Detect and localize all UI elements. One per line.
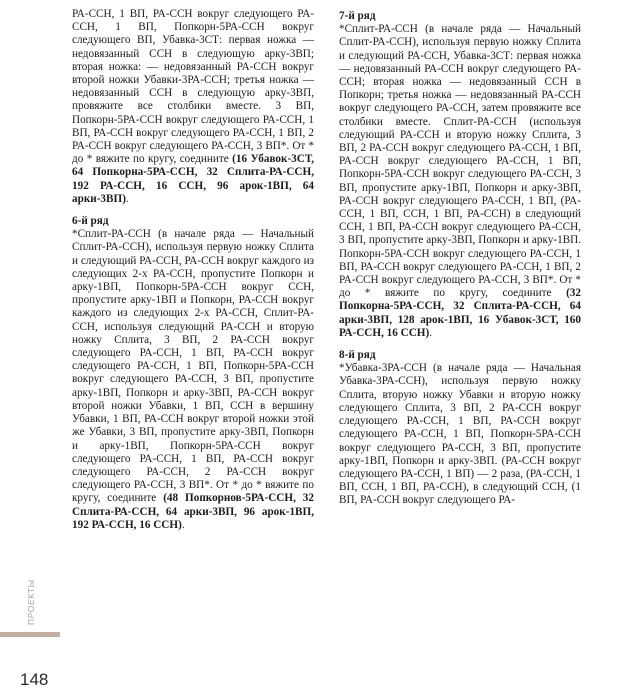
continued-summary: (16 Убавок-3СТ, 64 Попкорна-5РА-ССН, 32 Сплита-РА-ССН, 192 РА-ССН, 16 ССН, 96 арок-1ВП, 64 арки-3ВП) [72,153,314,205]
row-7-body: *Сплит-РА-ССН (в начале ряда — Начальный Сплит-РА-ССН), используя первую ножку Сплита и следующий РА-ССН, Убавка-3СТ: первая ножка — недовязанный РА-ССН вокруг следующего РА-ССН; вторая ножка — недовязанный ССН в Попкорн; третья ножка — недовязанный РА-ССН вокруг следующего РА-ССН, затем провяжите все столбики вместе. Сплит-РА-ССН (используя следующий РА-ССН и вторую ножку Сплита, 3 ВП, 2 РА-ССН вокруг следующего РА-ССН, 1 ВП, РА-ССН вокруг следующего РА-ССН, 1 ВП, Попкорн-5РА-ССН вокруг следующего РА-ССН, 3 ВП, пропустите арку-1ВП, Попкорн и арку-3ВП, РА-ССН вокруг следующего РА-ССН, 1 ВП, (РА-ССН, 1 ВП, ССН, 1 ВП, РА-ССН) в следующий ССН, 1 ВП, РА-ССН вокруг следующего РА-ССН, 3 ВП, пропустите арку-3ВП, Попкорн и арку-1ВП. Попкорн-5РА-ССН вокруг следующего РА-ССН, 1 ВП, РА-ССН вокруг следующего РА-ССН, 1 ВП, 2 РА-ССН вокруг следующего РА-ССН, 3 ВП*. От * до * вяжите по кругу, соедините [339,23,581,300]
continued-end: . [125,192,129,205]
row-6-instructions [72,228,314,532]
continued-instructions [72,8,314,206]
row-6-end: . [181,518,185,531]
left-column [72,8,314,532]
row-6-summary: (48 Попкорнов-5РА-ССН, 32 Сплита-РА-ССН, 64 арки-3ВП, 96 арок-1ВП, 192 РА-ССН, 16 ССН) [72,492,314,531]
row-6-heading: 6-й ряд [72,215,109,228]
page-number: 148 [20,670,49,689]
row-8-instructions [339,362,581,507]
right-column [339,8,581,508]
row-8-body: *Убавка-3РА-ССН (в начале ряда — Начальная Убавка-3РА-ССН), используя первую ножку Сплита, вторую ножку Убавки и вторую ножку следующего Сплита, 3 ВП, 2 РА-ССН вокруг следующего РА-ССН, 1 ВП, РА-ССН вокруг следующего РА-ССН, 1 ВП, Попкорн-5РА-ССН вокруг следующего РА-ССН, 3 ВП, пропустите арку-1ВП, Попкорн и арку-3ВП. (РА-ССН вокруг следующего РА-ССН, 1 ВП) — 2 раза, (РА-ССН, 1 ВП, ССН, 1 ВП, РА-ССН), в следующий ССН, (1 ВП, РА-ССН вокруг следующего РА- [339,362,581,507]
continued-body: РА-ССН, 1 ВП, РА-ССН вокруг следующего РА-ССН, 1 ВП, Попкорн-5РА-ССН вокруг следующего ВП, Убавка-3СТ: первая ножка — недовязанный ССН в следующую арку-3ВП; вторая ножка: — недовязанный РА-ССН вокруг второй ножки Убавки-3РА-ССН; третья ножка — недовязанный ССН в следующую арку-3ВП, провяжите все столбики вместе. 3 ВП, Попкорн-5РА-ССН вокруг следующего РА-ССН, 1 ВП, РА-ССН вокруг следующего РА-ССН, 1 ВП, 2 РА-ССН вокруг следующего РА-ССН, 3 ВП*. От * до * вяжите по кругу, соедините [72,8,314,166]
section-label: ПРОЕКТЫ [26,579,36,625]
row-6-body: *Сплит-РА-ССН (в начале ряда — Начальный Сплит-РА-ССН), используя первую ножку Сплита и следующий РА-ССН, РА-ССН вокруг каждого из следующих 2-х РА-ССН, пропустите Попкорн и арку-1ВП, Попкорн-5РА-ССН вокруг ССН, пропустите арку-1ВП и Попкорн, РА-ССН вокруг каждого из следующих 2-х РА-ССН, Сплит-РА-ССН, используя следующий РА-ССН и вторую ножку Сплита, 3 ВП, 2 РА-ССН вокруг следующего РА-ССН, 1 ВП, РА-ССН вокруг следующего РА-ССН, 1 ВП, Попкорн-5РА-ССН вокруг следующего РА-ССН, 3 ВП, пропустите арку-1ВП, Попкорн и арку-3ВП, РА-ССН вокруг второй ножки Убавки, 1 ВП, ССН в вершину Убавки, 1 ВП, РА-ССН вокруг второй ножки этой же Убавки, 3 ВП, пропустите арку-3ВП, Попкорн и арку-1ВП, Попкорн-5РА-ССН вокруг следующего РА-ССН, 1 ВП, РА-ССН вокруг следующего РА-ССН, 2 РА-ССН вокруг следующего РА-ССН, 3 ВП*. От * до * вяжите по кругу, соедините [72,228,314,505]
accent-bar [0,632,60,637]
row-7-summary: (32 Попкорна-5РА-ССН, 32 Сплита-РА-ССН, 64 арки-3ВП, 128 арок-1ВП, 16 Убавок-3СТ, 160 РА-ССН, 16 ССН) [339,287,581,339]
row-7-instructions [339,23,581,340]
row-7-heading: 7-й ряд [339,10,376,22]
row-8-heading: 8-й ряд [339,349,376,362]
row-7-end: . [429,326,433,339]
